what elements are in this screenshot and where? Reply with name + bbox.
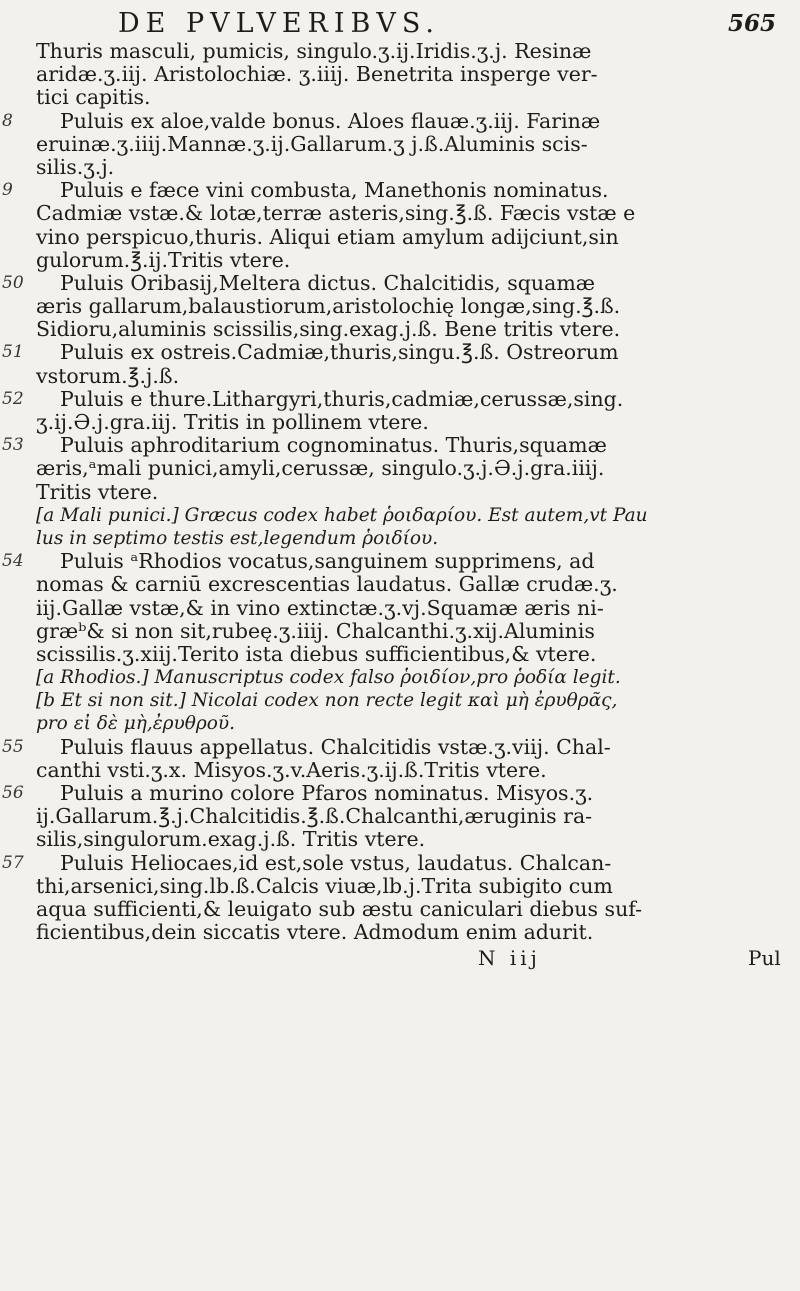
signature-mark: N iij — [478, 946, 541, 971]
text-line — [0, 179, 800, 202]
line-text: pro εἰ δὲ μὴ,ἐρυθροῦ. — [36, 713, 236, 735]
line-text: ij.Gallarum.℥.j.Chalcitidis.℥.ß.Chalcanthi,æruginis ra- — [36, 804, 593, 829]
line-text: [a Rhodios.] Manuscriptus codex falso ῥοιδίον,pro ῥοδία legit. — [36, 667, 621, 689]
text-line — [0, 365, 800, 388]
line-text: gulorum.℥.ij.Tritis vtere. — [36, 247, 291, 272]
text-line — [0, 736, 800, 759]
line-text: ficientibus,dein siccatis vtere. Admodum enim adurit. — [36, 920, 594, 945]
margin-number: 57 — [2, 852, 24, 873]
annotation-line — [0, 666, 800, 689]
line-text: [b Et si non sit.] Nicolai codex non recte legit καὶ μὴ ἐρυθρᾶς, — [36, 690, 618, 712]
text-line — [0, 457, 800, 480]
annotation-line — [0, 712, 800, 735]
margin-number: 53 — [2, 435, 24, 456]
line-text: thi,arsenici,sing.lb.ß.Calcis viuæ,lb.j.Trita subigito cum — [36, 873, 613, 898]
text-line — [0, 573, 800, 596]
line-text: Puluis a murino colore Pfaros nominatus. Misyos.ʒ. — [60, 781, 594, 805]
text-line — [0, 40, 800, 63]
line-text: Puluis flauus appellatus. Chalcitidis vstæ.ʒ.viij. Chal- — [60, 734, 611, 759]
text-line — [0, 110, 800, 133]
line-text: scissilis.ʒ.xiij.Terito ista diebus sufficientibus,& vtere. — [36, 641, 597, 666]
text-line — [0, 86, 800, 109]
line-text: æris,ᵃmali punici,amyli,cerussæ, singulo.ʒ.j.Ə.j.gra.iiij. — [36, 456, 605, 481]
line-text: canthi vsti.ʒ.x. Misyos.ʒ.v.Aeris.ʒ.ij.ß.Tritis vtere. — [36, 757, 547, 782]
text-line — [0, 620, 800, 643]
text-line — [0, 156, 800, 179]
text-line — [0, 341, 800, 364]
margin-number: 9 — [2, 180, 13, 201]
text-line — [0, 759, 800, 782]
text-line — [0, 434, 800, 457]
line-text: æris gallarum,balaustiorum,aristolochię longæ,sing.℥.ß. — [36, 294, 621, 319]
text-line — [0, 63, 800, 86]
text-line — [0, 295, 800, 318]
margin-number: 52 — [2, 388, 24, 409]
catchword: Pul — [748, 946, 781, 971]
text-line — [0, 875, 800, 898]
margin-number: 54 — [2, 551, 24, 572]
page-footer — [0, 944, 800, 972]
text-line — [0, 272, 800, 295]
text-line — [0, 828, 800, 851]
line-text: eruinæ.ʒ.iiij.Mannæ.ʒ.ij.Gallarum.ʒ j.ß.Aluminis scis- — [36, 131, 588, 156]
text-line — [0, 805, 800, 828]
annotation-line — [0, 689, 800, 712]
margin-number: 8 — [2, 110, 13, 131]
line-text: Puluis ex ostreis.Cadmiæ,thuris,singu.℥.ß. Ostreorum — [60, 340, 619, 365]
text-line — [0, 318, 800, 341]
line-text: tici capitis. — [36, 85, 151, 110]
line-text: vstorum.℥.j.ß. — [36, 363, 180, 388]
line-text: vino perspicuo,thuris. Aliqui etiam amylum adijciunt,sin — [36, 224, 619, 249]
line-text: lus in septimo testis est,legendum ῥοιδίου. — [36, 527, 439, 549]
text-line — [0, 898, 800, 921]
line-text: Thuris masculi, pumicis, singulo.ʒ.ij.Iridis.ʒ.j. Resinæ — [36, 39, 592, 63]
text-line — [0, 550, 800, 573]
annotation-line — [0, 504, 800, 527]
page-number: 565 — [728, 10, 777, 37]
text-line — [0, 226, 800, 249]
text-line — [0, 852, 800, 875]
line-text: ʒ.ij.Ə.j.gra.iij. Tritis in pollinem vtere. — [36, 410, 429, 434]
margin-number: 56 — [2, 783, 24, 803]
line-text: nomas & carniū excrescentias laudatus. Gallæ crudæ.ʒ. — [36, 572, 618, 597]
line-text: aqua sufficienti,& leuigato sub æstu caniculari diebus suf- — [36, 896, 643, 921]
line-text: Cadmiæ vstæ.& lotæ,terræ asteris,sing.℥.ß. Fæcis vstæ e — [36, 201, 636, 226]
line-text: silis,singulorum.exag.j.ß. Tritis vtere. — [36, 827, 426, 852]
line-text: aridæ.ʒ.iij. Aristolochiæ. ʒ.iiij. Benetrita insperge ver- — [36, 62, 598, 87]
line-text: græᵇ& si non sit,rubeę.ʒ.iiij. Chalcanthi.ʒ.xij.Aluminis — [36, 618, 595, 643]
margin-number: 55 — [2, 736, 24, 757]
line-text: Puluis e fæce vini combusta, Manethonis nominatus. — [60, 178, 609, 203]
running-title: DE PVLVERIBVS. — [118, 8, 440, 39]
page-header — [0, 6, 800, 40]
line-text: Puluis ᵃRhodios vocatus,sanguinem supprimens, ad — [60, 549, 595, 574]
margin-number: 51 — [2, 342, 24, 363]
line-text: Tritis vtere. — [36, 479, 159, 504]
text-line — [0, 782, 800, 805]
body-text — [0, 40, 800, 972]
line-text: [a Mali punici.] Græcus codex habet ῥοιδαρίου. Est autem,vt Pau — [36, 504, 648, 526]
line-text: Puluis aphroditarium cognominatus. Thuris,squamæ — [60, 433, 607, 458]
text-line — [0, 388, 800, 411]
text-line — [0, 597, 800, 620]
line-text: Puluis e thure.Lithargyri,thuris,cadmiæ,cerussæ,sing. — [60, 386, 624, 411]
line-text: silis.ʒ.j. — [36, 154, 115, 179]
text-line — [0, 133, 800, 156]
text-line — [0, 249, 800, 272]
line-text: Puluis Oribasij,Meltera dictus. Chalcitidis, squamæ — [60, 270, 596, 295]
text-line — [0, 921, 800, 944]
line-text: iij.Gallæ vstæ,& in vino extinctæ.ʒ.vj.Squamæ æris ni- — [36, 595, 604, 620]
line-text: Puluis Heliocaes,id est,sole vstus, laudatus. Chalcan- — [60, 850, 612, 875]
text-line — [0, 643, 800, 666]
annotation-line — [0, 527, 800, 550]
margin-number: 50 — [2, 272, 24, 293]
text-line — [0, 481, 800, 504]
line-text: Puluis ex aloe,valde bonus. Aloes flauæ.ʒ.iij. Farinæ — [60, 108, 601, 133]
line-text: Sidioru,aluminis scissilis,sing.exag.j.ß. Bene tritis vtere. — [36, 317, 621, 342]
text-line — [0, 411, 800, 434]
text-line — [0, 202, 800, 225]
